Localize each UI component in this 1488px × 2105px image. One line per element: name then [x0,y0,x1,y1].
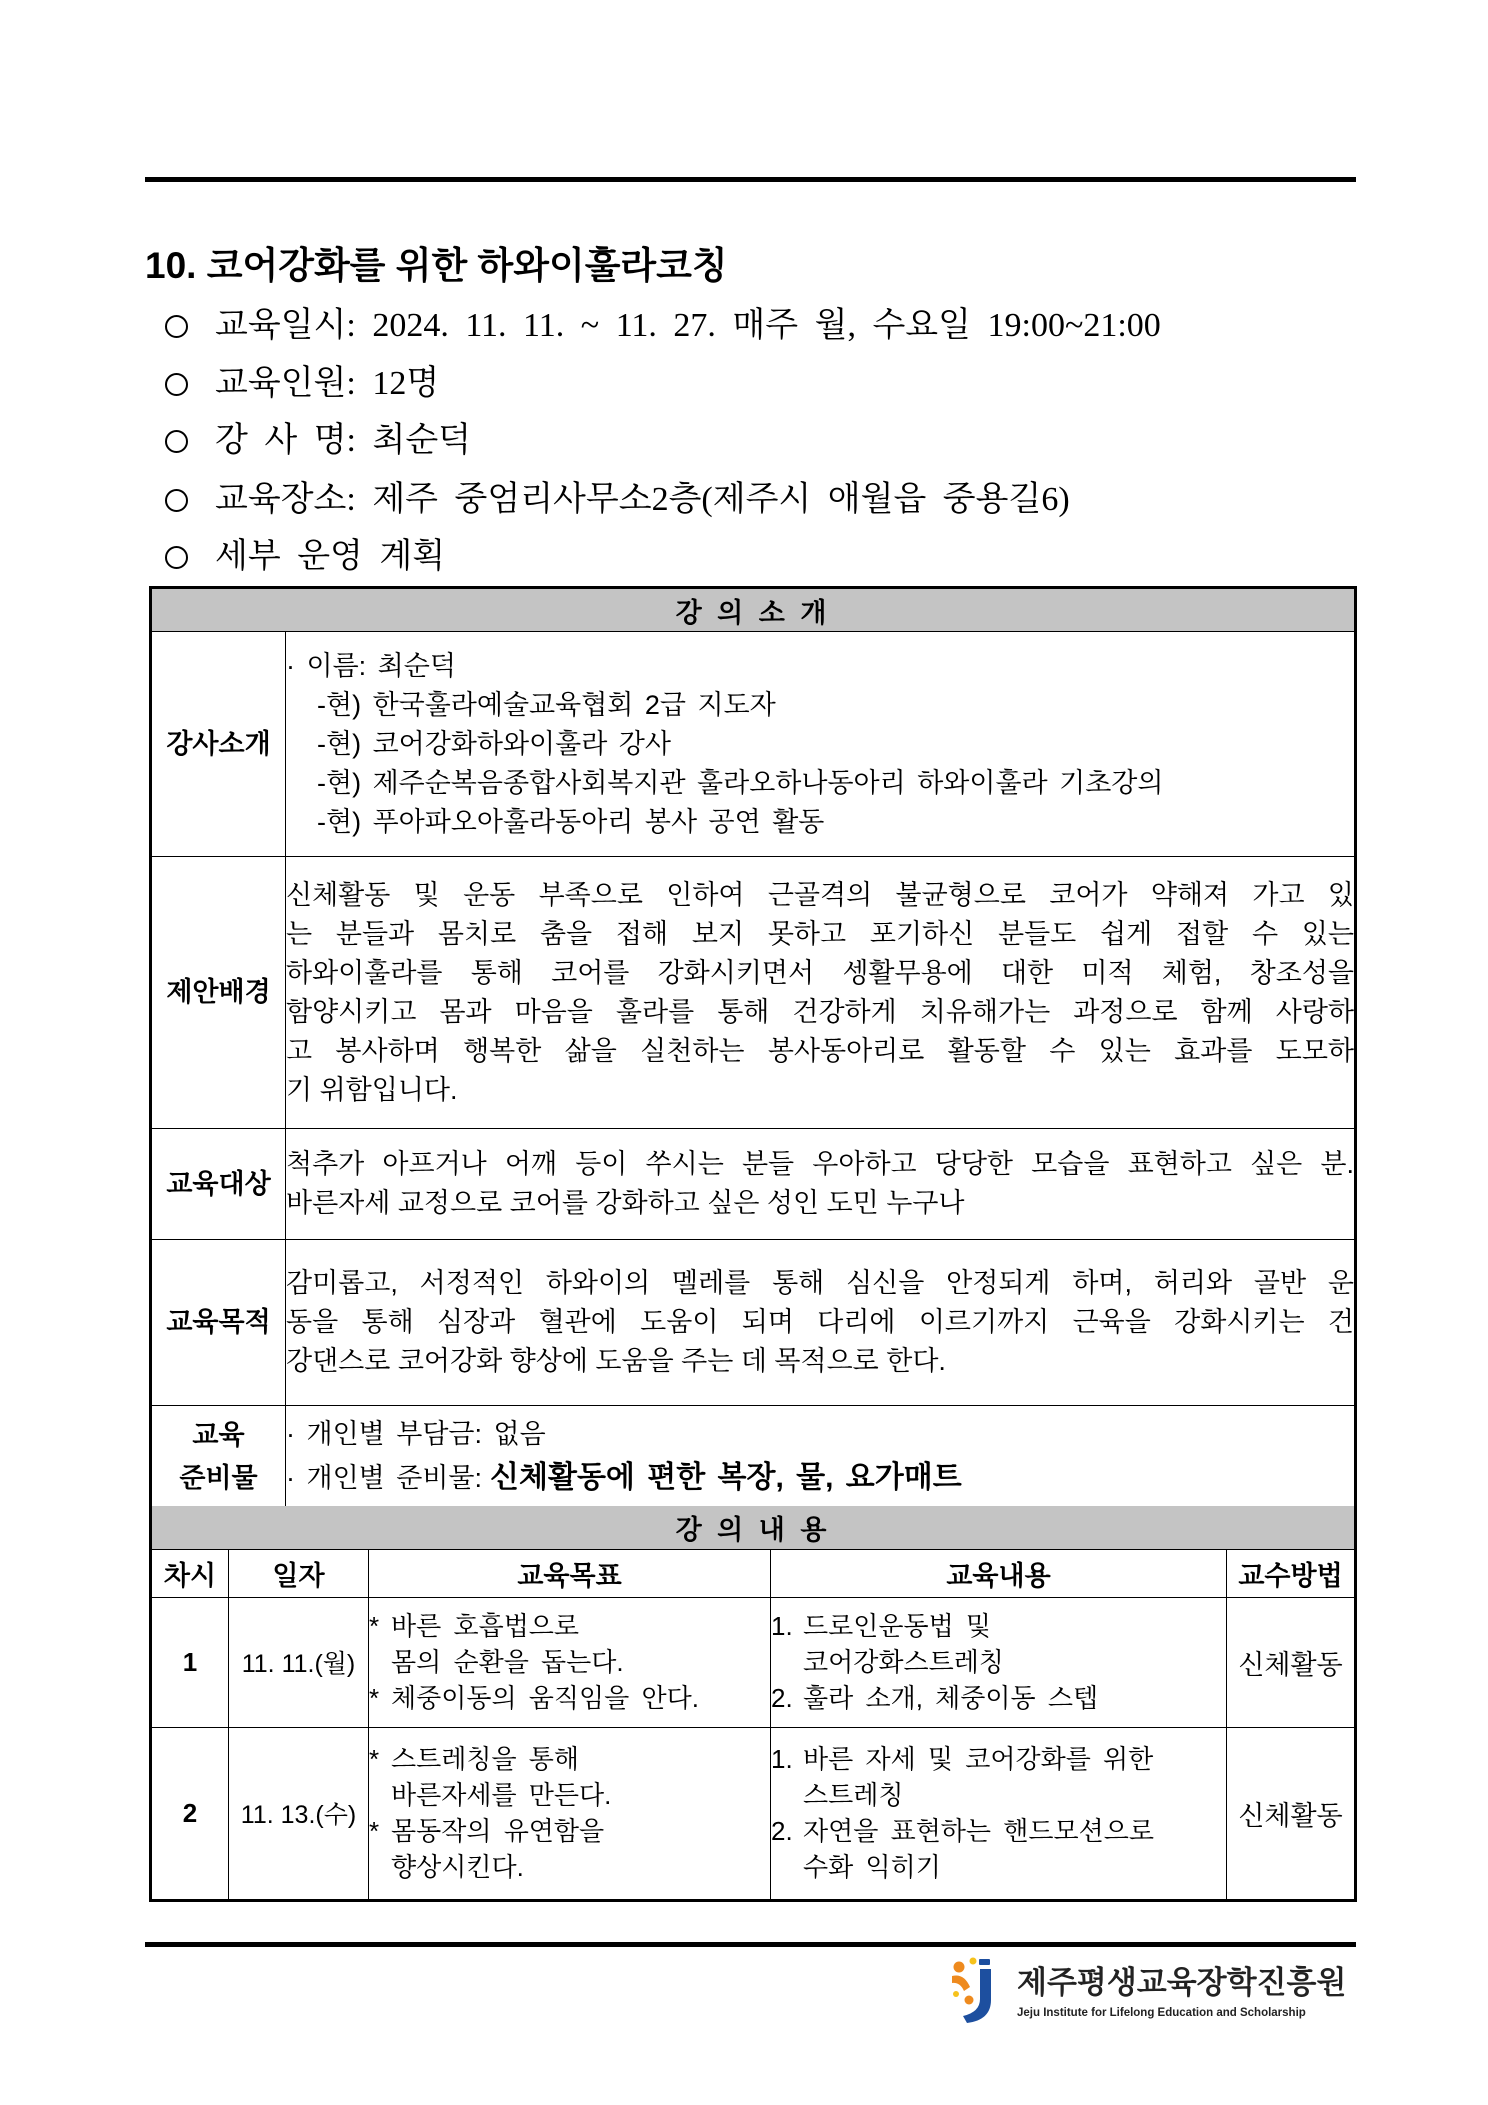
lecture-schedule-table [149,1506,1357,1902]
background-row [151,857,1356,1129]
fee-line: · 개인별 부담금: 없음 [286,1419,546,1449]
top-rule [145,177,1356,182]
objective-label: 교육목적 [151,1240,286,1406]
schedule-table-header: 강 의 내 용 [151,1506,1356,1549]
target-content [286,1129,1356,1240]
content-marker: 2. [771,1816,793,1846]
supplies-prefix: · 개인별 준비물: [286,1463,482,1493]
instructor-name-line: · 이름: 최순덕 [286,650,456,681]
goal-item [369,1741,770,1813]
content-line: 코어강화스트레칭 [803,1647,1004,1677]
circle-bullet-icon [165,430,188,453]
goal-marker: * [369,1683,380,1713]
objective-line: 감미롭고, 서정적인 하와이의 멜레를 통해 심신을 안정되게 하며, 허리와 골반 운 [286,1268,1354,1298]
target-line: 바른자세 교정으로 코어를 강화하고 싶은 성인 도민 누구나 [286,1188,965,1218]
content-item [771,1813,1226,1885]
supplies-items: 신체활동에 편한 복장, 물, 요가매트 [490,1461,962,1494]
overview-item-schedule [165,304,1161,348]
supplies-line [286,1456,1354,1500]
goal-marker: * [369,1816,380,1846]
objective-row [151,1240,1356,1406]
background-content [286,857,1356,1129]
schedule-column-headers [151,1549,1356,1597]
content-line: 스트레칭 [803,1780,904,1810]
instructor-career-line: -현) 코어강화하와이훌라 강사 [317,728,671,759]
session-contents [771,1727,1227,1900]
goal-line: 체중이동의 움직임을 안다. [391,1683,699,1713]
goal-marker: * [369,1611,380,1641]
overview-text: 교육장소: 제주 중엄리사무소2층(제주시 애월읍 중용길6) [215,481,1070,518]
goal-marker: * [369,1744,380,1774]
supplies-row [151,1406,1356,1508]
goal-item [369,1813,770,1885]
session-goals [369,1597,771,1727]
instructor-career-line: -현) 한국훌라예술교육협회 2급 지도자 [317,689,776,720]
content-item [771,1741,1226,1813]
goal-line: 스트레칭을 통해 [391,1744,580,1774]
supplies-label [151,1406,286,1508]
overview-item-participants [165,362,439,406]
session-method: 신체활동 [1227,1597,1356,1727]
session-date: 11. 11.(월) [229,1597,369,1727]
content-marker: 1. [771,1744,793,1774]
target-line: 척추가 아프거나 어깨 등이 쑤시는 분들 우아하고 당당한 모습을 표현하고 싶은 분. [286,1149,1354,1179]
supplies-label-line: 교육 [192,1419,245,1450]
background-line: 함양시키고 몸과 마음을 훌라를 통해 건강하게 치유해가는 과정으로 함께 사랑하 [286,996,1354,1027]
session-method: 신체활동 [1227,1727,1356,1900]
table-row [151,1727,1356,1900]
organization-logo [949,1956,1357,2026]
objective-line: 동을 통해 심장과 혈관에 도움이 되며 다리에 이르기까지 근육을 강화시키는 건 [286,1307,1354,1337]
goal-line: 몸동작의 유연함을 [391,1816,605,1846]
session-date: 11. 13.(수) [229,1727,369,1900]
circle-bullet-icon [165,546,188,569]
objective-line: 강댄스로 코어강화 향상에 도움을 주는 데 목적으로 한다. [286,1346,946,1376]
overview-text: 강 사 명: 최순덕 [215,422,472,459]
content-item [771,1680,1226,1716]
organization-name-english: Jeju Institute for Lifelong Education and Scholarship [1017,2007,1306,2019]
circle-bullet-icon [165,315,188,338]
intro-table-header: 강 의 소 개 [151,588,1356,632]
session-contents [771,1597,1227,1727]
goal-line: 바른 호흡법으로 [391,1611,580,1641]
instructor-career-line: -현) 푸아파오아훌라동아리 봉사 공연 활동 [317,806,825,837]
target-label: 교육대상 [151,1129,286,1240]
goal-item [369,1608,770,1680]
content-marker: 2. [771,1683,793,1713]
overview-text: 세부 운영 계획 [215,538,446,575]
goal-line: 몸의 순환을 돕는다. [391,1647,624,1677]
instructor-career-line: -현) 제주순복음종합사회복지관 훌라오하나동아리 하와이훌라 기초강의 [317,767,1164,798]
content-marker: 1. [771,1611,793,1641]
column-header-contents: 교육내용 [771,1549,1227,1597]
column-header-session: 차시 [151,1549,229,1597]
objective-content [286,1240,1356,1406]
target-row [151,1129,1356,1240]
content-line: 훌라 소개, 체중이동 스텝 [803,1683,1099,1713]
supplies-label-line: 준비물 [179,1462,258,1493]
instructor-content [286,632,1356,857]
session-number: 2 [151,1727,229,1900]
section-title: 10. 코어강화를 위한 하와이훌라코칭 [145,245,728,286]
overview-item-location [165,478,1070,522]
column-header-goals: 교육목표 [369,1549,771,1597]
overview-item-instructor [165,419,471,463]
content-item [771,1608,1226,1680]
content-line: 자연을 표현하는 핸드모션으로 [803,1816,1154,1846]
background-line: 고 봉사하며 행복한 삶을 실천하는 봉사동아리로 활동할 수 있는 효과를 도모하 [286,1035,1354,1066]
content-line: 수화 익히기 [803,1852,941,1882]
column-header-method: 교수방법 [1227,1549,1356,1597]
background-line: 하와이훌라를 통해 코어를 강화시키면서 셍활무용에 대한 미적 체험, 창조성을 [286,957,1354,988]
circle-bullet-icon [165,373,188,396]
background-line: 는 분들과 몸치로 춤을 접해 보지 못하고 포기하신 분들도 쉽게 접할 수 있는 [286,918,1354,949]
goal-line: 향상시킨다. [391,1852,524,1882]
session-goals [369,1727,771,1900]
session-number: 1 [151,1597,229,1727]
content-line: 바른 자세 및 코어강화를 위한 [803,1744,1154,1774]
jeju-institute-logo-icon [949,1956,1009,2024]
background-line: 기 위함입니다. [286,1074,458,1105]
goal-line: 바른자세를 만든다. [391,1780,612,1810]
overview-text: 교육인원: 12명 [215,365,440,402]
goal-item [369,1680,770,1716]
bottom-rule [145,1942,1356,1947]
background-label: 제안배경 [151,857,286,1129]
overview-item-plan [165,535,445,579]
instructor-label: 강사소개 [151,632,286,857]
instructor-row [151,632,1356,857]
table-row [151,1597,1356,1727]
lecture-intro-table [149,586,1357,1508]
column-header-date: 일자 [229,1549,369,1597]
circle-bullet-icon [165,489,188,512]
organization-name-korean: 제주평생교육장학진흥원 [1017,1965,1347,2000]
supplies-content [286,1406,1356,1508]
overview-text: 교육일시: 2024. 11. 11. ~ 11. 27. 매주 월, 수요일 19:00~21:00 [215,307,1161,344]
content-line: 드로인운동법 및 [803,1611,992,1641]
background-line: 신체활동 및 운동 부족으로 인하여 근골격의 불균형으로 코어가 약해져 가고 있 [286,879,1354,910]
